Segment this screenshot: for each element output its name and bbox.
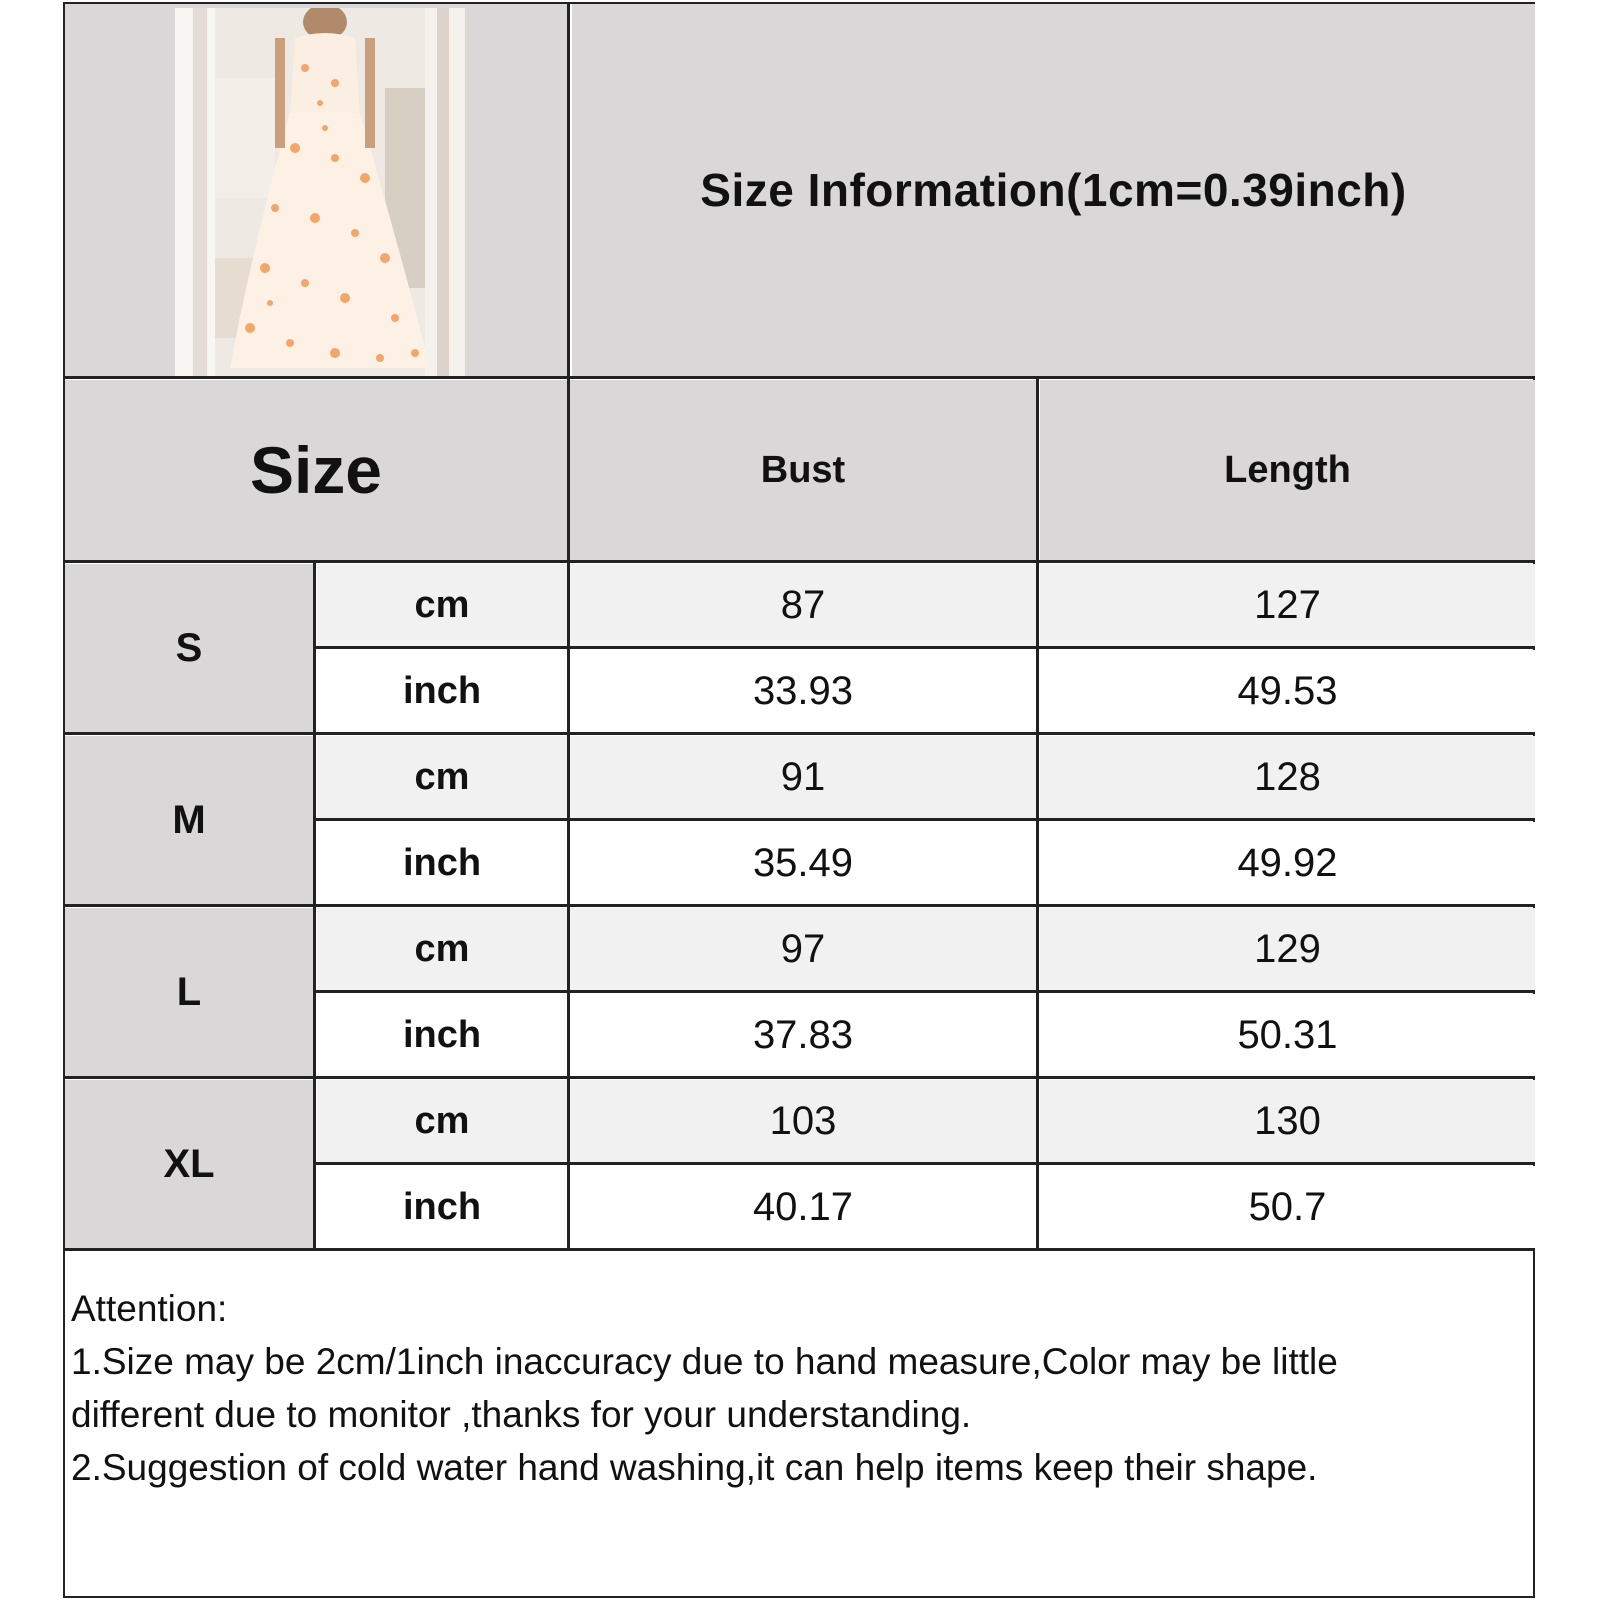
size-label-cell bbox=[65, 1080, 313, 1248]
length-value-cell bbox=[1040, 994, 1535, 1076]
divider bbox=[313, 560, 316, 1250]
attention-line: 1.Size may be 2cm/1inch inaccuracy due to hand measure,Color may be little bbox=[71, 1341, 1338, 1382]
bust-header: Bust bbox=[760, 448, 846, 491]
unit-label: inch bbox=[402, 1013, 482, 1056]
length-value-cell bbox=[1040, 650, 1535, 732]
unit-label: inch bbox=[402, 841, 482, 884]
divider bbox=[65, 1076, 1535, 1079]
length-value-cell bbox=[1040, 822, 1535, 904]
bust-value: 35.49 bbox=[752, 840, 854, 885]
bust-value: 37.83 bbox=[752, 1012, 854, 1057]
attention-line: different due to monitor ,thanks for your understanding. bbox=[71, 1394, 972, 1435]
length-value-cell bbox=[1040, 736, 1535, 818]
size-label-cell bbox=[65, 736, 313, 904]
bust-value: 91 bbox=[780, 754, 826, 799]
unit-cell bbox=[317, 1166, 567, 1248]
length-value: 130 bbox=[1254, 1098, 1321, 1143]
chart-title-cell bbox=[569, 4, 1535, 376]
bust-value-cell bbox=[570, 736, 1036, 818]
length-value: 49.92 bbox=[1237, 840, 1338, 885]
attention-notes bbox=[71, 1282, 1511, 1494]
length-value-cell bbox=[1040, 1166, 1535, 1248]
product-photo bbox=[175, 8, 465, 378]
length-value-cell bbox=[1040, 1080, 1535, 1162]
unit-label: cm bbox=[414, 1099, 470, 1142]
size-label: S bbox=[175, 625, 203, 670]
size-label: XL bbox=[163, 1141, 215, 1186]
bust-value-cell bbox=[570, 994, 1036, 1076]
bust-value-cell bbox=[570, 822, 1036, 904]
bust-value-cell bbox=[570, 564, 1036, 646]
length-value: 49.53 bbox=[1237, 668, 1338, 713]
bust-header-cell bbox=[570, 380, 1036, 560]
bust-value-cell bbox=[570, 908, 1036, 990]
divider bbox=[313, 1162, 1535, 1165]
size-header-cell bbox=[65, 380, 567, 560]
unit-cell bbox=[317, 1080, 567, 1162]
bust-value-cell bbox=[570, 650, 1036, 732]
unit-label: inch bbox=[402, 669, 482, 712]
length-value-cell bbox=[1040, 908, 1535, 990]
length-value: 50.31 bbox=[1237, 1012, 1338, 1057]
unit-cell bbox=[317, 908, 567, 990]
length-value: 50.7 bbox=[1248, 1184, 1327, 1229]
size-label-cell bbox=[65, 564, 313, 732]
divider bbox=[65, 376, 1535, 379]
size-label: L bbox=[176, 969, 202, 1014]
unit-cell bbox=[317, 564, 567, 646]
divider bbox=[313, 818, 1535, 821]
bust-value: 87 bbox=[780, 582, 826, 627]
length-value: 127 bbox=[1254, 582, 1321, 627]
divider bbox=[1036, 376, 1039, 1250]
size-label: M bbox=[172, 797, 206, 842]
length-header: Length bbox=[1224, 448, 1351, 491]
length-value: 129 bbox=[1254, 926, 1321, 971]
chart-title: Size Information(1cm=0.39inch) bbox=[700, 164, 1407, 216]
size-header: Size bbox=[249, 433, 383, 507]
divider bbox=[567, 4, 570, 1250]
unit-label: cm bbox=[414, 927, 470, 970]
length-header-cell bbox=[1040, 380, 1535, 560]
size-label-cell bbox=[65, 908, 313, 1076]
unit-label: cm bbox=[414, 755, 470, 798]
divider bbox=[65, 560, 1535, 563]
divider bbox=[313, 990, 1535, 993]
unit-cell bbox=[317, 994, 567, 1076]
unit-label: inch bbox=[402, 1185, 482, 1228]
divider bbox=[65, 732, 1535, 735]
size-chart bbox=[63, 2, 1535, 1598]
unit-cell bbox=[317, 822, 567, 904]
bust-value: 97 bbox=[780, 926, 826, 971]
attention-heading: Attention: bbox=[71, 1288, 228, 1329]
attention-line: 2.Suggestion of cold water hand washing,it can help items keep their shape. bbox=[71, 1447, 1318, 1488]
product-photo-cell bbox=[65, 4, 567, 376]
unit-cell bbox=[317, 736, 567, 818]
bust-value-cell bbox=[570, 1080, 1036, 1162]
bust-value-cell bbox=[570, 1166, 1036, 1248]
bust-value: 33.93 bbox=[752, 668, 854, 713]
length-value-cell bbox=[1040, 564, 1535, 646]
bust-value: 103 bbox=[769, 1098, 837, 1143]
unit-cell bbox=[317, 650, 567, 732]
divider bbox=[313, 646, 1535, 649]
bust-value: 40.17 bbox=[752, 1184, 854, 1229]
length-value: 128 bbox=[1254, 754, 1321, 799]
divider bbox=[65, 904, 1535, 907]
divider bbox=[65, 1248, 1535, 1251]
unit-label: cm bbox=[414, 583, 470, 626]
